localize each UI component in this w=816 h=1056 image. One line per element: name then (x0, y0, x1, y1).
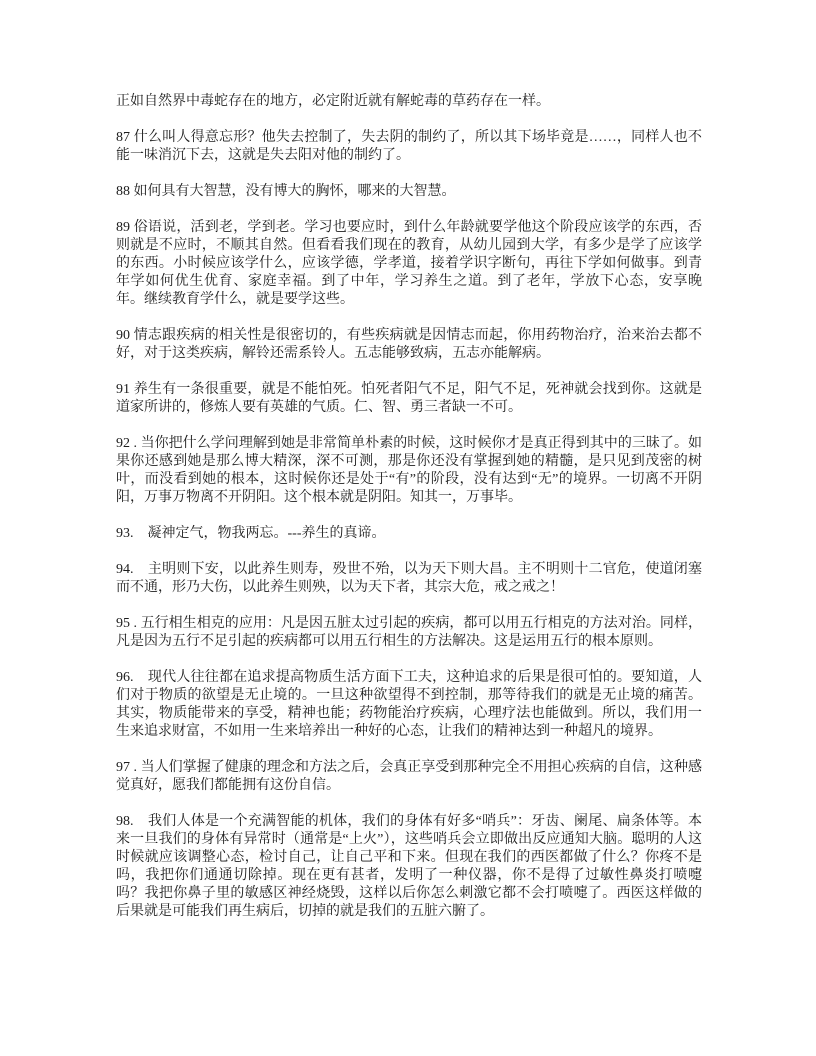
paragraph-95: 95 . 五行相生相克的应用：凡是因五脏太过引起的疾病，都可以用五行相克的方法对治。同样，凡是因为五行不足引起的疾病都可以用五行相生的方法解决。这是运用五行的根本原则。 (116, 616, 702, 649)
paragraph-92: 92 . 当你把什么学问理解到她是非常简单朴素的时候，这时候你才是真正得到其中的三昧了。如果你还感到她是那么博大精深，深不可测，那是你还没有掌握到她的精髓，是只见到茂密的树叶，而没看到她的根本，这时候你还是处于“有”的阶段，没有达到“无”的境界。一切离不开阴阳，万事万物离不开阴阳。这个根本就是阴阳。知其一，万事毕。 (116, 436, 702, 505)
paragraph-94: 94. 主明则下安，以此养生则寿，殁世不殆，以为天下则大昌。主不明则十二官危，使道闭塞而不通，形乃大伤，以此养生则殃，以为天下者，其宗大危，戒之戒之！ (116, 562, 702, 595)
paragraph-97: 97 . 当人们掌握了健康的理念和方法之后，会真正享受到那种完全不用担心疾病的自信，这种感觉真好，愿我们都能拥有这份自信。 (116, 760, 702, 793)
paragraph-98: 98. 我们人体是一个充满智能的机体，我们的身体有好多“哨兵”：牙齿、阑尾、扁条体等。本来一旦我们的身体有异常时（通常是“上火”），这些哨兵会立即做出反应通知大脑。聪明的人这时候就应该调整心态，检讨自己，让自己平和下来。但现在我们的西医都做了什么？你疼不是吗，我把你们通通切除掉。现在更有甚者，发明了一种仪器，你不是得了过敏性鼻炎打喷嚏吗？我把你鼻子里的敏感区神经烧毁，这样以后你怎么刺激它都不会打喷嚏了。西医这样做的后果就是可能我们再生病后，切掉的就是我们的五脏六腑了。 (116, 814, 702, 919)
paragraph-87: 87 什么叫人得意忘形？他失去控制了，失去阴的制约了，所以其下场毕竟是……，同样人也不能一味消沉下去，这就是失去阳对他的制约了。 (116, 130, 702, 163)
paragraph-89: 89 俗语说，活到老，学到老。学习也要应时，到什么年龄就要学他这个阶段应该学的东西，否则就是不应时，不顺其自然。但看看我们现在的教育，从幼儿园到大学，有多少是学了应该学的东西。小时候应该学什么，应该学德，学孝道，接着学识字断句，再往下学如何做事。到青年学如何优生优育、家庭幸福。到了中年，学习养生之道。到了老年，学放下心态，安享晚年。继续教育学什么，就是要学这些。 (116, 220, 702, 307)
paragraph-91: 91 养生有一条很重要，就是不能怕死。怕死者阳气不足，阳气不足，死神就会找到你。这就是道家所讲的，修炼人要有英雄的气质。仁、智、勇三者缺一不可。 (116, 382, 702, 415)
paragraph-continuation: 正如自然界中毒蛇存在的地方，必定附近就有解蛇毒的草药存在一样。 (116, 94, 550, 109)
paragraph-90: 90 情志跟疾病的相关性是很密切的，有些疾病就是因情志而起，你用药物治疗，治来治去都不好，对于这类疾病，解铃还需系铃人。五志能够致病，五志亦能解病。 (116, 328, 702, 361)
paragraph-93: 93. 凝神定气，物我两忘。---养生的真谛。 (116, 526, 386, 541)
paragraph-88: 88 如何具有大智慧，没有博大的胸怀，哪来的大智慧。 (116, 184, 456, 199)
paragraph-96: 96. 现代人往往都在追求提高物质生活方面下工夫，这种追求的后果是很可怕的。要知道，人们对于物质的欲望是无止境的。一旦这种欲望得不到控制，那等待我们的就是无止境的痛苦。其实，物质能带来的享受，精神也能；药物能治疗疾病，心理疗法也能做到。所以，我们用一生来追求财富，不如用一生来培养出一种好的心态，让我们的精神达到一种超凡的境界。 (116, 670, 702, 739)
document-text-column (116, 93, 702, 921)
